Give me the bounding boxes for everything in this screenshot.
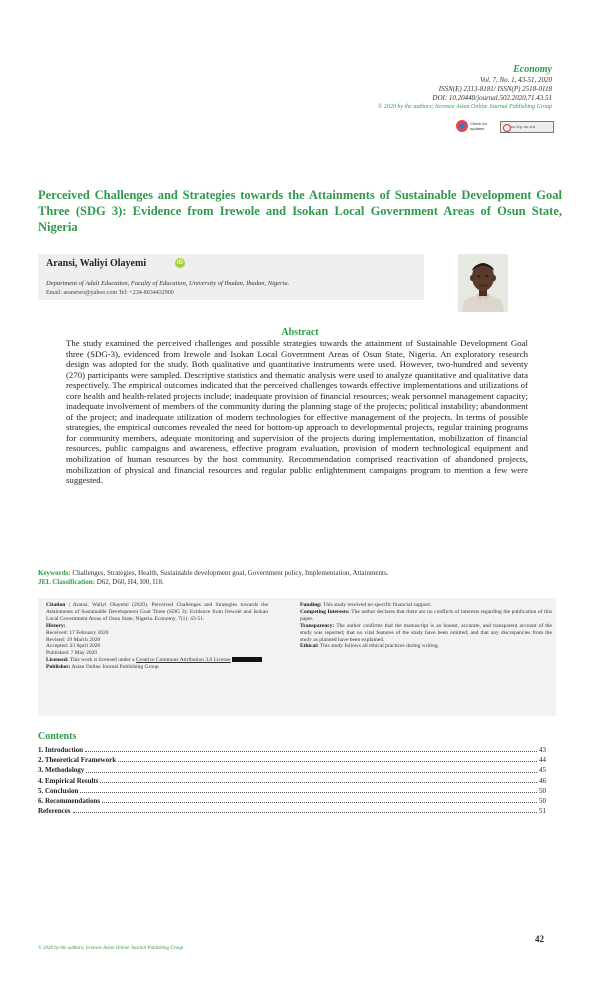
publisher-text: Asian Online Journal Publishing Group	[71, 664, 159, 671]
jel-label: JEL Classification:	[38, 578, 95, 586]
author-photo	[458, 254, 508, 312]
contents-heading: Contents	[38, 731, 77, 742]
badges	[456, 120, 552, 134]
ethical-label: Ethical:	[300, 643, 319, 650]
crossmark-icon	[456, 120, 468, 132]
competing-label: Competing Interests:	[300, 608, 350, 615]
declarations-block	[300, 602, 552, 650]
toc-item-page: 50	[539, 797, 546, 806]
toc-item[interactable]	[38, 765, 546, 775]
keywords-text: Challenges, Strategies, Health, Sustainable development goal, Government policy, Implementation, Attainments.	[72, 569, 389, 577]
page-number: 42	[535, 934, 544, 944]
toc-item[interactable]	[38, 786, 546, 796]
toc-item-title: References	[38, 807, 71, 816]
journal-header	[378, 64, 552, 112]
toc-item-page: 45	[539, 766, 546, 775]
citation-block	[46, 602, 268, 671]
competing-text: The author declares that there are no conflicts of interests regarding the publication of this paper.	[300, 608, 553, 622]
toc-item-page: 46	[539, 776, 546, 785]
citation-text: | Aransi, Waliyi Olayemi (2020). Perceived Challenges and Strategies towards the Attainments of Sustainable Development Goal Three (SDG 3): Evidence from Irewole and Isokan Local Government Areas of Osun State, Nigeria. Economy, 7(1): 43-51.	[46, 602, 269, 622]
orcid-icon[interactable]: iD	[177, 260, 183, 266]
author-name: Aransi, Waliyi Olayemi	[46, 258, 147, 269]
history-published: Published: 7 May 2020	[46, 650, 98, 657]
crossmark-badge[interactable]	[456, 120, 494, 134]
journal-doi[interactable]: DOI: 10.20448/journal.502.2020.71.43.51	[432, 94, 552, 102]
toc-item[interactable]	[38, 745, 546, 755]
crossmark-label-2: updates	[470, 126, 485, 131]
journal-issn: ISSN(E) 2313-8181/ ISSN(P) 2518-0118	[438, 85, 552, 93]
abstract-heading: Abstract	[281, 327, 319, 338]
keywords-label: Keywords:	[38, 569, 71, 577]
funding-text: This study received no specific financial support.	[323, 602, 432, 608]
transparency-text: The author confirms that the manuscript is an honest, accurate, and transparent account of the study was reported; that no vital features of the study have been omitted; and that any discrepancies from the study as planned have been explained.	[300, 622, 552, 643]
toc-item-page: 50	[539, 786, 546, 795]
journal-name: Economy	[513, 64, 552, 75]
footer-copyright: © 2020 by the authors; licensee Asian Online Journal Publishing Group	[38, 946, 184, 951]
cc-by-icon	[232, 657, 262, 662]
transparency-label: Transparency:	[300, 622, 335, 629]
jel-classification	[38, 578, 562, 586]
toc-item[interactable]	[38, 776, 546, 786]
ethical-text: This study follows all ethical practices during writing.	[319, 643, 440, 650]
licensed-text: This work is licensed under a	[69, 657, 135, 664]
cc-license-label: cc-by-nc-nd	[511, 124, 536, 129]
table-of-contents	[38, 745, 546, 816]
toc-item[interactable]	[38, 796, 546, 806]
toc-item-title: 3. Methodology	[38, 766, 85, 775]
citation-label: Citation	[46, 602, 66, 608]
toc-item-title: 1. Introduction	[38, 746, 83, 754]
cc-license-badge[interactable]	[500, 121, 554, 133]
paper-title: Perceived Challenges and Strategies towards the Attainments of Sustainable Development Goal Three (SDG 3): Evidence from Irewole and Isokan Local Government Areas of Osun State, Nigeria	[38, 188, 562, 234]
author-email[interactable]: Email: aransiwo@yahoo.com Tel: +234-8034432900	[46, 290, 174, 296]
cc-icon	[503, 124, 511, 132]
toc-item[interactable]	[38, 755, 546, 765]
licensed-label: Licensed:	[46, 657, 69, 664]
history-accepted: Accepted: 23 April 2020	[46, 643, 101, 650]
toc-item-page: 51	[539, 807, 546, 816]
toc-item-title: 6. Recommendations	[38, 797, 101, 806]
toc-item-title: 4. Empirical Results	[38, 776, 99, 785]
toc-item-page: 43	[539, 746, 546, 754]
toc-item-title: 5. Conclusion	[38, 786, 79, 795]
license-link[interactable]: Creative Commons Attribution 3.0 License	[135, 657, 231, 664]
journal-copyright: © 2020 by the authors; licensee Asian Online Journal Publishing Group	[377, 104, 552, 110]
crossmark-label-1: Check for	[470, 121, 488, 126]
history-label: History:	[46, 622, 66, 629]
jel-text: D62, D60, H4, I00, I18.	[96, 578, 164, 586]
toc-item-page: 44	[539, 756, 546, 765]
funding-label: Funding:	[300, 602, 322, 608]
toc-item[interactable]	[38, 806, 546, 816]
abstract-text: The study examined the perceived challenges and possible strategies towards the attainment of Sustainable Development Goal three (SDG-3), evidenced from Irewole and Isokan Local Government Areas of Osun State, Nigeria. An exploratory research design was adopted for the study. Both qualitative and quantitative instruments were used. However, two-hundred and seventy (270) participants were sampled. Descriptive statistics and thematic analysis were used to analyze quantitative and qualitative data respectively. The empirical outcomes indicated that the perceived challenges towards effective implementations and utilizations of core health and health-related projects include; inadequate provision of financial resources; weak personnel management capacity; inadequate involvement of members of the community during the planning stage of the projects; political instability; abandonment of the project; and inadequate utilization of modern technologies for effective management of the projects. In terms of possible strategies, the empirical outcomes revealed the need for bottom-up approach to developmental projects, regular training programs for community members, adequate monitoring and supervision of the projects during implementation, mobilization of financial resources, public campaigns and awareness, effective program evaluation, provision of modern technological equipment and mobilization of human resources by the host community. Recommendation comprised reactivation of abandoned projects, mobilization of physical and financial resources and regular public enlightenment campaigns program to mention a few were suggested.	[66, 338, 528, 486]
keywords	[38, 569, 562, 577]
history-received: Received: 17 February 2020	[46, 629, 109, 636]
toc-item-title: 2. Theoretical Framework	[38, 756, 117, 765]
publisher-label: Publisher:	[46, 664, 71, 671]
author-affiliation: Department of Adult Education, Faculty of Education, University of Ibadan, Ibadan, Nigeria.	[46, 280, 290, 287]
journal-volume: Vol. 7, No. 1, 43-51, 2020	[480, 76, 552, 84]
history-revised: Revised: 19 March 2020	[46, 636, 101, 643]
